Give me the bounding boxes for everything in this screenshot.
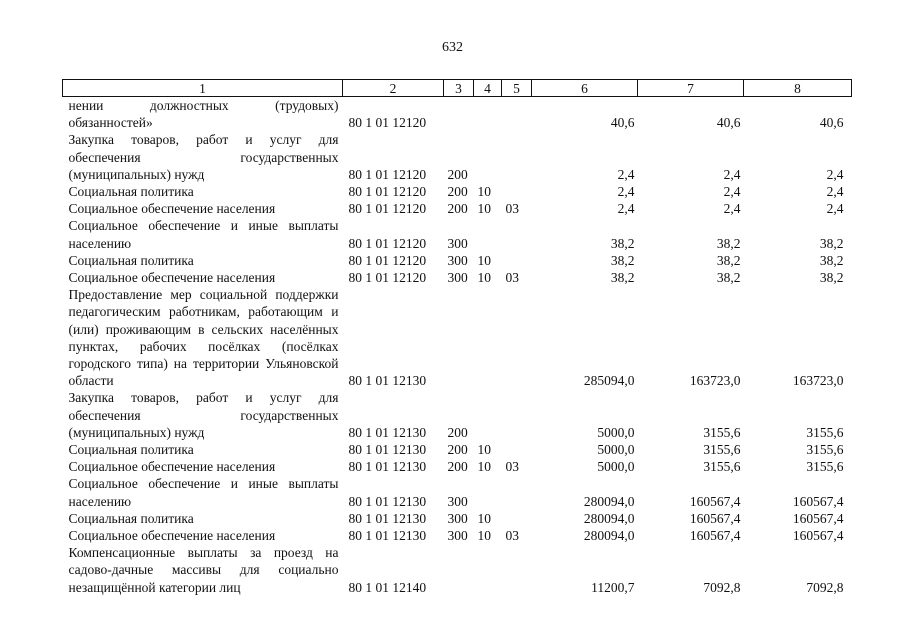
row-code: 80 1 01 12130 xyxy=(348,528,427,544)
row-code: 80 1 01 12130 xyxy=(348,510,427,526)
row-section: 10 xyxy=(477,510,491,526)
row-value-col8: 160567,4 xyxy=(792,528,844,544)
row-subsection xyxy=(502,217,532,251)
row-value-col6: 5000,0 xyxy=(597,442,635,458)
row-value-col6: 280094,0 xyxy=(583,528,635,544)
column-number-header xyxy=(63,80,852,97)
row-subsection: 03 xyxy=(505,270,519,286)
row-value-col7: 160567,4 xyxy=(689,510,741,526)
row-name: Социальное обеспечение населения xyxy=(68,459,276,475)
row-name: Закупка товаров, работ и услуг для обеспечения государственных (муниципальных) нужд xyxy=(68,132,339,182)
row-expense-type: 300 xyxy=(447,510,468,526)
row-value-col7: 2,4 xyxy=(723,201,741,217)
column-header-7: 7 xyxy=(638,80,744,97)
row-value-col6: 2,4 xyxy=(617,166,635,182)
row-name: Социальное обеспечение населения xyxy=(68,270,276,286)
column-header-8: 8 xyxy=(744,80,852,97)
row-value-col7: 3155,6 xyxy=(703,459,741,475)
row-value-col8: 2,4 xyxy=(826,184,844,200)
row-value-col6: 5000,0 xyxy=(597,424,635,440)
row-section: 10 xyxy=(477,270,491,286)
table-row xyxy=(63,475,852,509)
row-value-col8: 38,2 xyxy=(819,270,844,286)
table-row xyxy=(63,131,852,183)
row-value-col6: 5000,0 xyxy=(597,459,635,475)
row-expense-type: 200 xyxy=(447,184,468,200)
table-row xyxy=(63,217,852,251)
column-header-2: 2 xyxy=(343,80,444,97)
row-name: Социальная политика xyxy=(68,184,194,200)
row-value-col6: 38,2 xyxy=(610,235,635,251)
row-value-col8: 38,2 xyxy=(819,235,844,251)
row-value-col6: 285094,0 xyxy=(583,373,635,389)
table-row xyxy=(63,269,852,286)
row-code: 80 1 01 12130 xyxy=(348,424,427,440)
column-header-5: 5 xyxy=(502,80,532,97)
row-code: 80 1 01 12120 xyxy=(348,235,427,251)
row-value-col8: 3155,6 xyxy=(806,442,844,458)
row-value-col8: 163723,0 xyxy=(792,373,844,389)
table-row xyxy=(63,200,852,217)
row-subsection: 03 xyxy=(505,459,519,475)
row-value-col6: 280094,0 xyxy=(583,493,635,509)
column-header-3: 3 xyxy=(444,80,474,97)
column-header-4: 4 xyxy=(474,80,502,97)
row-value-col7: 3155,6 xyxy=(703,442,741,458)
row-section xyxy=(474,544,502,596)
row-name: Социальная политика xyxy=(68,442,194,458)
row-expense-type: 200 xyxy=(447,442,468,458)
row-name: Социальное обеспечение и иные выплаты населению xyxy=(68,476,339,509)
row-value-col7: 40,6 xyxy=(716,115,741,131)
row-section: 10 xyxy=(477,528,491,544)
row-value-col7: 2,4 xyxy=(723,184,741,200)
row-value-col7: 160567,4 xyxy=(689,528,741,544)
row-section xyxy=(474,286,502,389)
row-expense-type: 300 xyxy=(447,528,468,544)
row-value-col7: 163723,0 xyxy=(689,373,741,389)
page-number: 632 xyxy=(442,40,463,55)
table-row xyxy=(63,183,852,200)
row-expense-type xyxy=(444,286,474,389)
row-code: 80 1 01 12140 xyxy=(348,579,427,595)
row-code: 80 1 01 12120 xyxy=(348,184,427,200)
row-value-col7: 38,2 xyxy=(716,235,741,251)
row-subsection xyxy=(502,441,532,458)
row-subsection xyxy=(502,183,532,200)
row-expense-type: 200 xyxy=(447,459,468,475)
table-body xyxy=(63,97,852,596)
row-code: 80 1 01 12120 xyxy=(348,201,427,217)
row-section xyxy=(474,217,502,251)
table-row xyxy=(63,389,852,441)
row-subsection xyxy=(502,252,532,269)
row-value-col8: 160567,4 xyxy=(792,510,844,526)
row-subsection xyxy=(502,97,532,132)
row-value-col8: 2,4 xyxy=(826,166,844,182)
row-value-col8: 3155,6 xyxy=(806,424,844,440)
row-value-col6: 2,4 xyxy=(617,184,635,200)
row-name: Социальное обеспечение и иные выплаты населению xyxy=(68,218,339,251)
row-value-col7: 38,2 xyxy=(716,252,741,268)
row-expense-type: 300 xyxy=(447,235,468,251)
table-row xyxy=(63,544,852,596)
row-name: Социальная политика xyxy=(68,510,194,526)
row-value-col6: 38,2 xyxy=(610,252,635,268)
row-expense-type: 300 xyxy=(447,493,468,509)
row-section xyxy=(474,131,502,183)
row-section: 10 xyxy=(477,201,491,217)
row-name: Социальное обеспечение населения xyxy=(68,528,276,544)
row-value-col8: 40,6 xyxy=(819,115,844,131)
table-row xyxy=(63,252,852,269)
row-section: 10 xyxy=(477,184,491,200)
row-expense-type xyxy=(444,97,474,132)
row-value-col6: 2,4 xyxy=(617,201,635,217)
row-name: нении должностных (трудовых) обязанностей» xyxy=(68,98,339,131)
row-value-col8: 3155,6 xyxy=(806,459,844,475)
row-name: Социальная политика xyxy=(68,252,194,268)
row-subsection xyxy=(502,510,532,527)
row-expense-type xyxy=(444,544,474,596)
row-section: 10 xyxy=(477,252,491,268)
row-value-col7: 38,2 xyxy=(716,270,741,286)
row-value-col7: 3155,6 xyxy=(703,424,741,440)
row-name: Социальное обеспечение населения xyxy=(68,201,276,217)
row-expense-type: 200 xyxy=(447,424,468,440)
row-subsection: 03 xyxy=(505,201,519,217)
row-expense-type: 300 xyxy=(447,252,468,268)
row-code: 80 1 01 12130 xyxy=(348,442,427,458)
row-subsection xyxy=(502,389,532,441)
table-row xyxy=(63,97,852,132)
row-value-col7: 7092,8 xyxy=(703,579,741,595)
table-row xyxy=(63,510,852,527)
table-row xyxy=(63,458,852,475)
budget-table xyxy=(62,79,852,596)
row-name: Предоставление мер социальной поддержки педагогическим работникам, работающим и (или) проживающим в сельских населённых пунктах, рабочих посёлках (посёлках городского типа) на территории Ульяновской области xyxy=(68,287,339,389)
row-section xyxy=(474,389,502,441)
row-code: 80 1 01 12120 xyxy=(348,252,427,268)
row-code: 80 1 01 12130 xyxy=(348,459,427,475)
row-subsection xyxy=(502,286,532,389)
row-value-col7: 160567,4 xyxy=(689,493,741,509)
row-value-col6: 11200,7 xyxy=(591,579,635,595)
row-value-col6: 280094,0 xyxy=(583,510,635,526)
row-value-col8: 160567,4 xyxy=(792,493,844,509)
row-section xyxy=(474,475,502,509)
row-code: 80 1 01 12120 xyxy=(348,270,427,286)
row-subsection xyxy=(502,131,532,183)
row-value-col8: 2,4 xyxy=(826,201,844,217)
row-name: Закупка товаров, работ и услуг для обеспечения государственных (муниципальных) нужд xyxy=(68,390,339,440)
row-code: 80 1 01 12120 xyxy=(348,115,427,131)
table-row xyxy=(63,527,852,544)
table-row xyxy=(63,286,852,389)
row-section: 10 xyxy=(477,442,491,458)
row-subsection: 03 xyxy=(505,528,519,544)
column-header-1: 1 xyxy=(63,80,343,97)
row-value-col6: 40,6 xyxy=(610,115,635,131)
row-section xyxy=(474,97,502,132)
row-value-col8: 38,2 xyxy=(819,252,844,268)
row-subsection xyxy=(502,475,532,509)
row-section: 10 xyxy=(477,459,491,475)
row-value-col6: 38,2 xyxy=(610,270,635,286)
row-expense-type: 300 xyxy=(447,270,468,286)
row-expense-type: 200 xyxy=(447,201,468,217)
table-row xyxy=(63,441,852,458)
column-header-6: 6 xyxy=(532,80,638,97)
row-value-col8: 7092,8 xyxy=(806,579,844,595)
row-subsection xyxy=(502,544,532,596)
row-code: 80 1 01 12130 xyxy=(348,493,427,509)
row-code: 80 1 01 12130 xyxy=(348,373,427,389)
row-name: Компенсационные выплаты за проезд на садово-дачные массивы для социально незащищённой категории лиц xyxy=(68,545,339,595)
row-code: 80 1 01 12120 xyxy=(348,166,427,182)
row-value-col7: 2,4 xyxy=(723,166,741,182)
row-expense-type: 200 xyxy=(447,166,468,182)
